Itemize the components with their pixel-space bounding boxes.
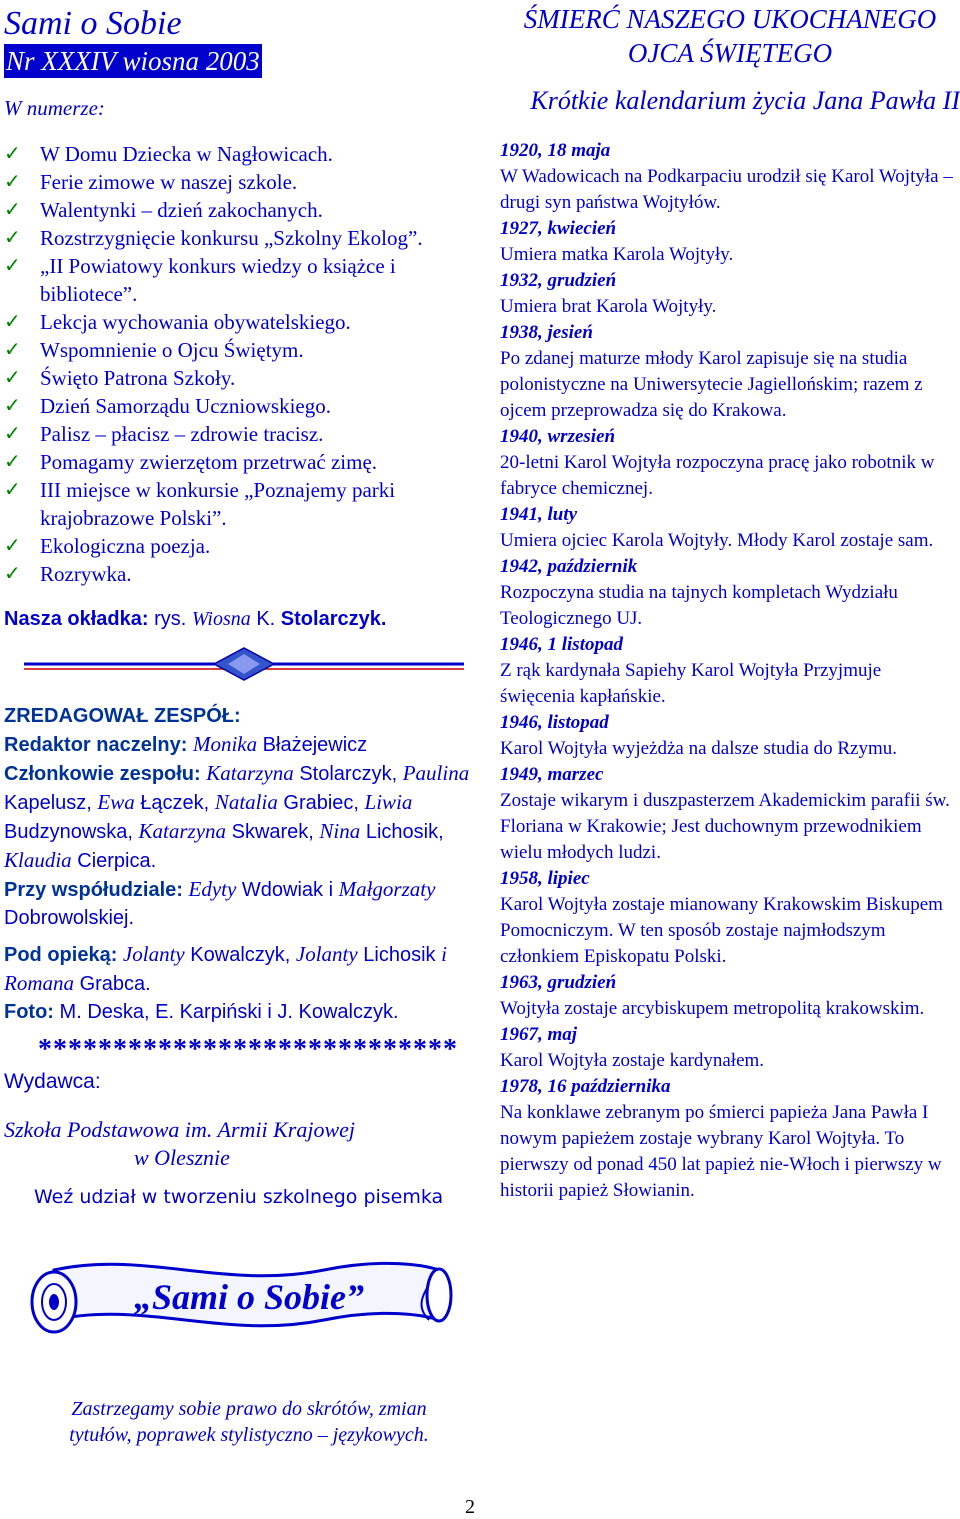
entry-date: 1932, grudzień (500, 270, 617, 291)
star-divider: **************************** (38, 1034, 458, 1065)
toc-item: ✓ „II Powiatowy konkurs wiedzy o książce i bibliotece”. (4, 254, 396, 306)
toc-item: ✓ Palisz – płacisz – zdrowie tracisz. (4, 422, 324, 446)
publisher-school: Szkoła Podstawowa im. Armii Krajowej w Olesznie (4, 1117, 356, 1170)
photo-line: Foto: M. Deska, E. Karpiński i J. Kowalczyk. (4, 1001, 399, 1023)
entry-date: 1958, lipiec (500, 868, 590, 889)
toc-item: ✓ III miejsce w konkursie „Poznajemy parki krajobrazowe Polski”. (4, 478, 396, 530)
timeline-entry (500, 710, 960, 762)
entry-date: 1946, 1 listopad (500, 634, 623, 655)
entry-date: 1942, październik (500, 556, 638, 577)
entry-date: 1938, jesień (500, 322, 593, 343)
checkmark-icon: ✓ (4, 339, 21, 361)
entry-text: Wojtyła zostaje arcybiskupem metropolitą krakowskim. (500, 998, 925, 1019)
entry-text: Po zdanej maturze młody Karol zapisuje się na studia polonistyczne na Uniwersytecie Jagiellońskim; razem z ojcem przeprowadza się do Krakowa. (500, 348, 923, 421)
timeline-entry (500, 138, 960, 216)
entry-text: W Wadowicach na Podkarpaciu urodził się Karol Wojtyła – drugi syn państwa Wojtyłów. (500, 166, 953, 213)
toc-item: ✓ Dzień Samorządu Uczniowskiego. (4, 394, 331, 418)
timeline-entry (500, 970, 960, 1022)
scroll-title: „Sami o Sobie” (134, 1277, 365, 1317)
entry-text: Na konklawe zebranym po śmierci papieża Jana Pawła I nowym papieżem zostaje wybrany Karol Wojtyła. To pierwszy od ponad 450 lat papież nie-Włoch i pierwszy w historii papież Słowianin. (500, 1102, 942, 1201)
entry-text: Karol Wojtyła zostaje kardynałem. (500, 1050, 765, 1071)
entry-date: 1978, 16 października (500, 1076, 671, 1097)
checkmark-icon: ✓ (4, 451, 21, 473)
supervisors-line: Pod opieką: Jolanty Kowalczyk, Jolanty Lichosik i Romana Grabca. (4, 942, 447, 995)
timeline-entry (500, 268, 960, 320)
in-issue-heading: W numerze: (4, 96, 105, 120)
timeline-entry (500, 320, 960, 424)
toc-item: ✓ Rozstrzygnięcie konkursu „Szkolny Ekolog”. (4, 226, 423, 250)
join-invitation: Weź udział w tworzeniu szkolnego pisemka (34, 1186, 444, 1208)
timeline-entry (500, 1074, 960, 1204)
timeline-entry (500, 762, 960, 866)
checkmark-icon: ✓ (4, 395, 21, 417)
toc-item: ✓ Rozrywka. (4, 562, 132, 586)
toc-item: ✓ Ekologiczna poezja. (4, 534, 211, 558)
timeline-entry (500, 1022, 960, 1074)
timeline-entry (500, 502, 960, 554)
entry-date: 1946, listopad (500, 712, 609, 733)
article-heading: ŚMIERĆ NASZEGO UKOCHANEGO OJCA ŚWIĘTEGO (523, 4, 937, 68)
entry-text: Karol Wojtyła zostaje mianowany Krakowskim Biskupem Pomocniczym. W ten sposób zostaje najmłodszym członkiem Episkopatu Polski. (500, 894, 943, 967)
entry-text: Zostaje wikarym i duszpasterzem Akademickim parafii św. Floriana w Krakowie; Jest duchownym przewodnikiem wielu młodych ludzi. (500, 790, 950, 863)
toc-item: ✓ Ferie zimowe w naszej szkole. (4, 170, 298, 194)
team-heading: ZREDAGOWAŁ ZESPÓŁ: (4, 705, 241, 727)
checkmark-icon: ✓ (4, 423, 21, 445)
page-number: 2 (465, 1496, 475, 1518)
entry-text: Umiera brat Karola Wojtyły. (500, 296, 717, 317)
entry-date: 1927, kwiecień (500, 218, 617, 239)
article-subheading: Krótkie kalendarium życia Jana Pawła II (530, 86, 960, 115)
entry-date: 1920, 18 maja (500, 140, 611, 161)
entry-text: Umiera matka Karola Wojtyły. (500, 244, 734, 265)
entry-date: 1941, luty (500, 504, 578, 525)
checkmark-icon: ✓ (4, 227, 21, 249)
entry-text: Z rąk kardynała Sapiehy Karol Wojtyła Przyjmuje święcenia kapłańskie. (500, 660, 882, 707)
checkmark-icon: ✓ (4, 563, 21, 585)
checkmark-icon: ✓ (4, 479, 21, 501)
timeline-entry (500, 554, 960, 632)
checkmark-icon: ✓ (4, 171, 21, 193)
cover-credit: Nasza okładka: rys. Wiosna K. Stolarczyk. (4, 608, 387, 630)
checkmark-icon: ✓ (4, 535, 21, 557)
toc-item: ✓ W Domu Dziecka w Nagłowicach. (4, 142, 333, 166)
timeline-entry (500, 424, 960, 502)
toc-item: ✓ Pomagamy zwierzętom przetrwać zimę. (4, 450, 378, 474)
checkmark-icon: ✓ (4, 367, 21, 389)
decorative-divider (24, 644, 464, 684)
checkmark-icon: ✓ (4, 311, 21, 333)
members-line: Członkowie zespołu: Katarzyna Stolarczyk, Paulina Kapelusz, Ewa Łączek, Natalia Grabiec, Liwia Budzynowska, Katarzyna Skwarek, Nina Lichosik, Klaudia Cierpica. (4, 761, 470, 872)
entry-text: Rozpoczyna studia na tajnych kompletach Wydziału Teologicznego UJ. (500, 582, 898, 629)
publisher-label: Wydawca: (4, 1070, 101, 1093)
issue-banner: Nr XXXIV wiosna 2003 (6, 46, 260, 76)
toc-item: ✓ Walentynki – dzień zakochanych. (4, 198, 323, 222)
timeline-entry (500, 216, 960, 268)
checkmark-icon: ✓ (4, 199, 21, 221)
entry-date: 1967, maj (500, 1024, 578, 1045)
contributors-line: Przy współudziale: Edyty Wdowiak i Małgorzaty Dobrowolskiej. (4, 877, 436, 929)
editorial-team (4, 702, 474, 1026)
checkmark-icon: ✓ (4, 143, 21, 165)
newsletter-title: Sami o Sobie (4, 5, 182, 42)
rights-notice: Zastrzegamy sobie prawo do skrótów, zmian tytułów, poprawek stylistyczno – językowych. (69, 1398, 429, 1446)
table-of-contents (4, 140, 474, 588)
checkmark-icon: ✓ (4, 255, 21, 277)
entry-date: 1940, wrzesień (500, 426, 616, 447)
toc-item: ✓ Święto Patrona Szkoły. (4, 366, 236, 390)
toc-item: ✓ Wspomnienie o Ojcu Świętym. (4, 338, 304, 362)
timeline (500, 138, 960, 1204)
entry-date: 1963, grudzień (500, 972, 617, 993)
timeline-entry (500, 632, 960, 710)
entry-text: Umiera ojciec Karola Wojtyły. Młody Karol zostaje sam. (500, 530, 934, 551)
toc-item: ✓ Lekcja wychowania obywatelskiego. (4, 310, 351, 334)
entry-text: Karol Wojtyła wyjeżdża na dalsze studia do Rzymu. (500, 738, 898, 759)
entry-date: 1949, marzec (500, 764, 604, 785)
timeline-entry (500, 866, 960, 970)
entry-text: 20-letni Karol Wojtyła rozpoczyna pracę jako robotnik w fabryce chemicznej. (500, 452, 935, 499)
editor-line: Redaktor naczelny: Monika Błażejewicz (4, 732, 368, 756)
